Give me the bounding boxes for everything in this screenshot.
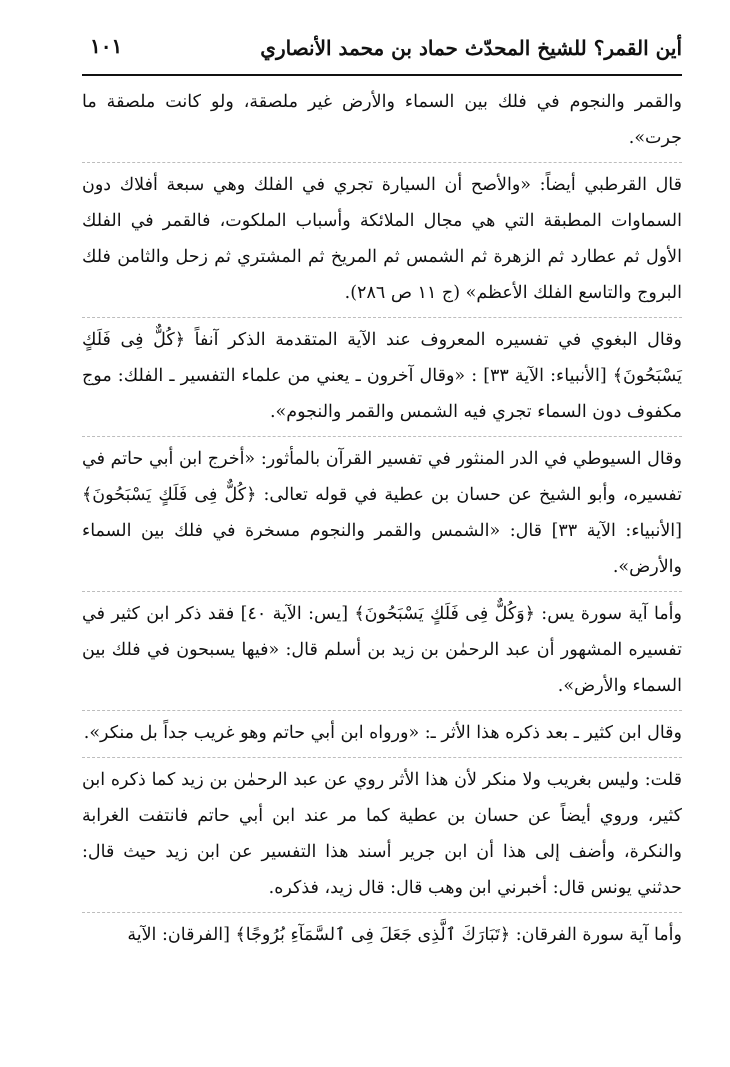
page-number: ١٠١ — [90, 34, 123, 58]
paragraph-qurtubi: قال القرطبي أيضاً: «والأصح أن السيارة تجري في الفلك وهي سبعة أفلاك دون السماوات المطبقة التي هي مجال الملائكة وأسباب الملكوت، فالقمر في الفلك الأول ثم عطارد ثم الزهرة ثم الشمس ثم المريخ ثم المشتري ثم زحل والثامن فلك البروج والتاسع الفلك الأعظم» (ج ١١ ص ٢٨٦). — [82, 175, 682, 303]
paragraph-surat-yasin: وأما آية سورة يس: ﴿وَكُلٌّ فِى فَلَكٍ يَسْبَحُونَ﴾ [يس: الآية ٤٠] فقد ذكر ابن كثير في تفسيره المشهور أن عبد الرحمٰن بن زيد بن أسلم قال: «فيها يسبحون في فلك بين السماء والأرض». — [82, 604, 682, 696]
page-header — [82, 30, 682, 76]
book-page — [82, 30, 682, 1040]
paragraph-surat-furqan: وأما آية سورة الفرقان: ﴿تَبَارَكَ ٱلَّذِى جَعَلَ فِى ٱلسَّمَآءِ بُرُوجًا﴾ [الفرقان: الآية — [127, 925, 682, 945]
paragraph-author-comment: قلت: وليس بغريب ولا منكر لأن هذا الأثر روي عن عبد الرحمٰن بن زيد كما ذكره ابن كثير، وروي أيضاً عن حسان بن عطية كما مر عند ابن أبي حاتم فانتفت الغرابة والنكرة، وأضف إلى هذا أن ابن جرير أسند هذا التفسير عن ابن زيد حيث قال: حدثني يونس قال: أخبرني ابن وهب قال: قال زيد، فذكره. — [82, 770, 682, 898]
paragraph-baghawi: وقال البغوي في تفسيره المعروف عند الآية المتقدمة الذكر آنفاً ﴿كُلٌّ فِى فَلَكٍ يَسْبَحُونَ﴾ [الأنبياء: الآية ٣٣] : «وقال آخرون ـ يعني من علماء التفسير ـ الفلك: موج مكفوف دون السماء تجري فيه الشمس والقمر والنجوم». — [82, 330, 682, 422]
page-body — [82, 76, 682, 953]
paragraph-continuation: والقمر والنجوم في فلك بين السماء والأرض غير ملصقة، ولو كانت ملصقة ما جرت». — [82, 92, 682, 148]
paragraph-ibn-kathir: وقال ابن كثير ـ بعد ذكره هذا الأثر ـ: «ورواه ابن أبي حاتم وهو غريب جداً بل منكر». — [83, 723, 682, 743]
paragraph-suyuti: وقال السيوطي في الدر المنثور في تفسير القرآن بالمأثور: «أخرج ابن أبي حاتم في تفسيره، وأبو الشيخ عن حسان بن عطية في قوله تعالى: ﴿كُلٌّ فِى فَلَكٍ يَسْبَحُونَ﴾ [الأنبياء: الآية ٣٣] قال: «الشمس والقمر والنجوم مسخرة في فلك بين السماء والأرض». — [82, 449, 682, 577]
running-title: أين القمر؟ للشيخ المحدّث حماد بن محمد الأنصاري — [260, 36, 682, 60]
